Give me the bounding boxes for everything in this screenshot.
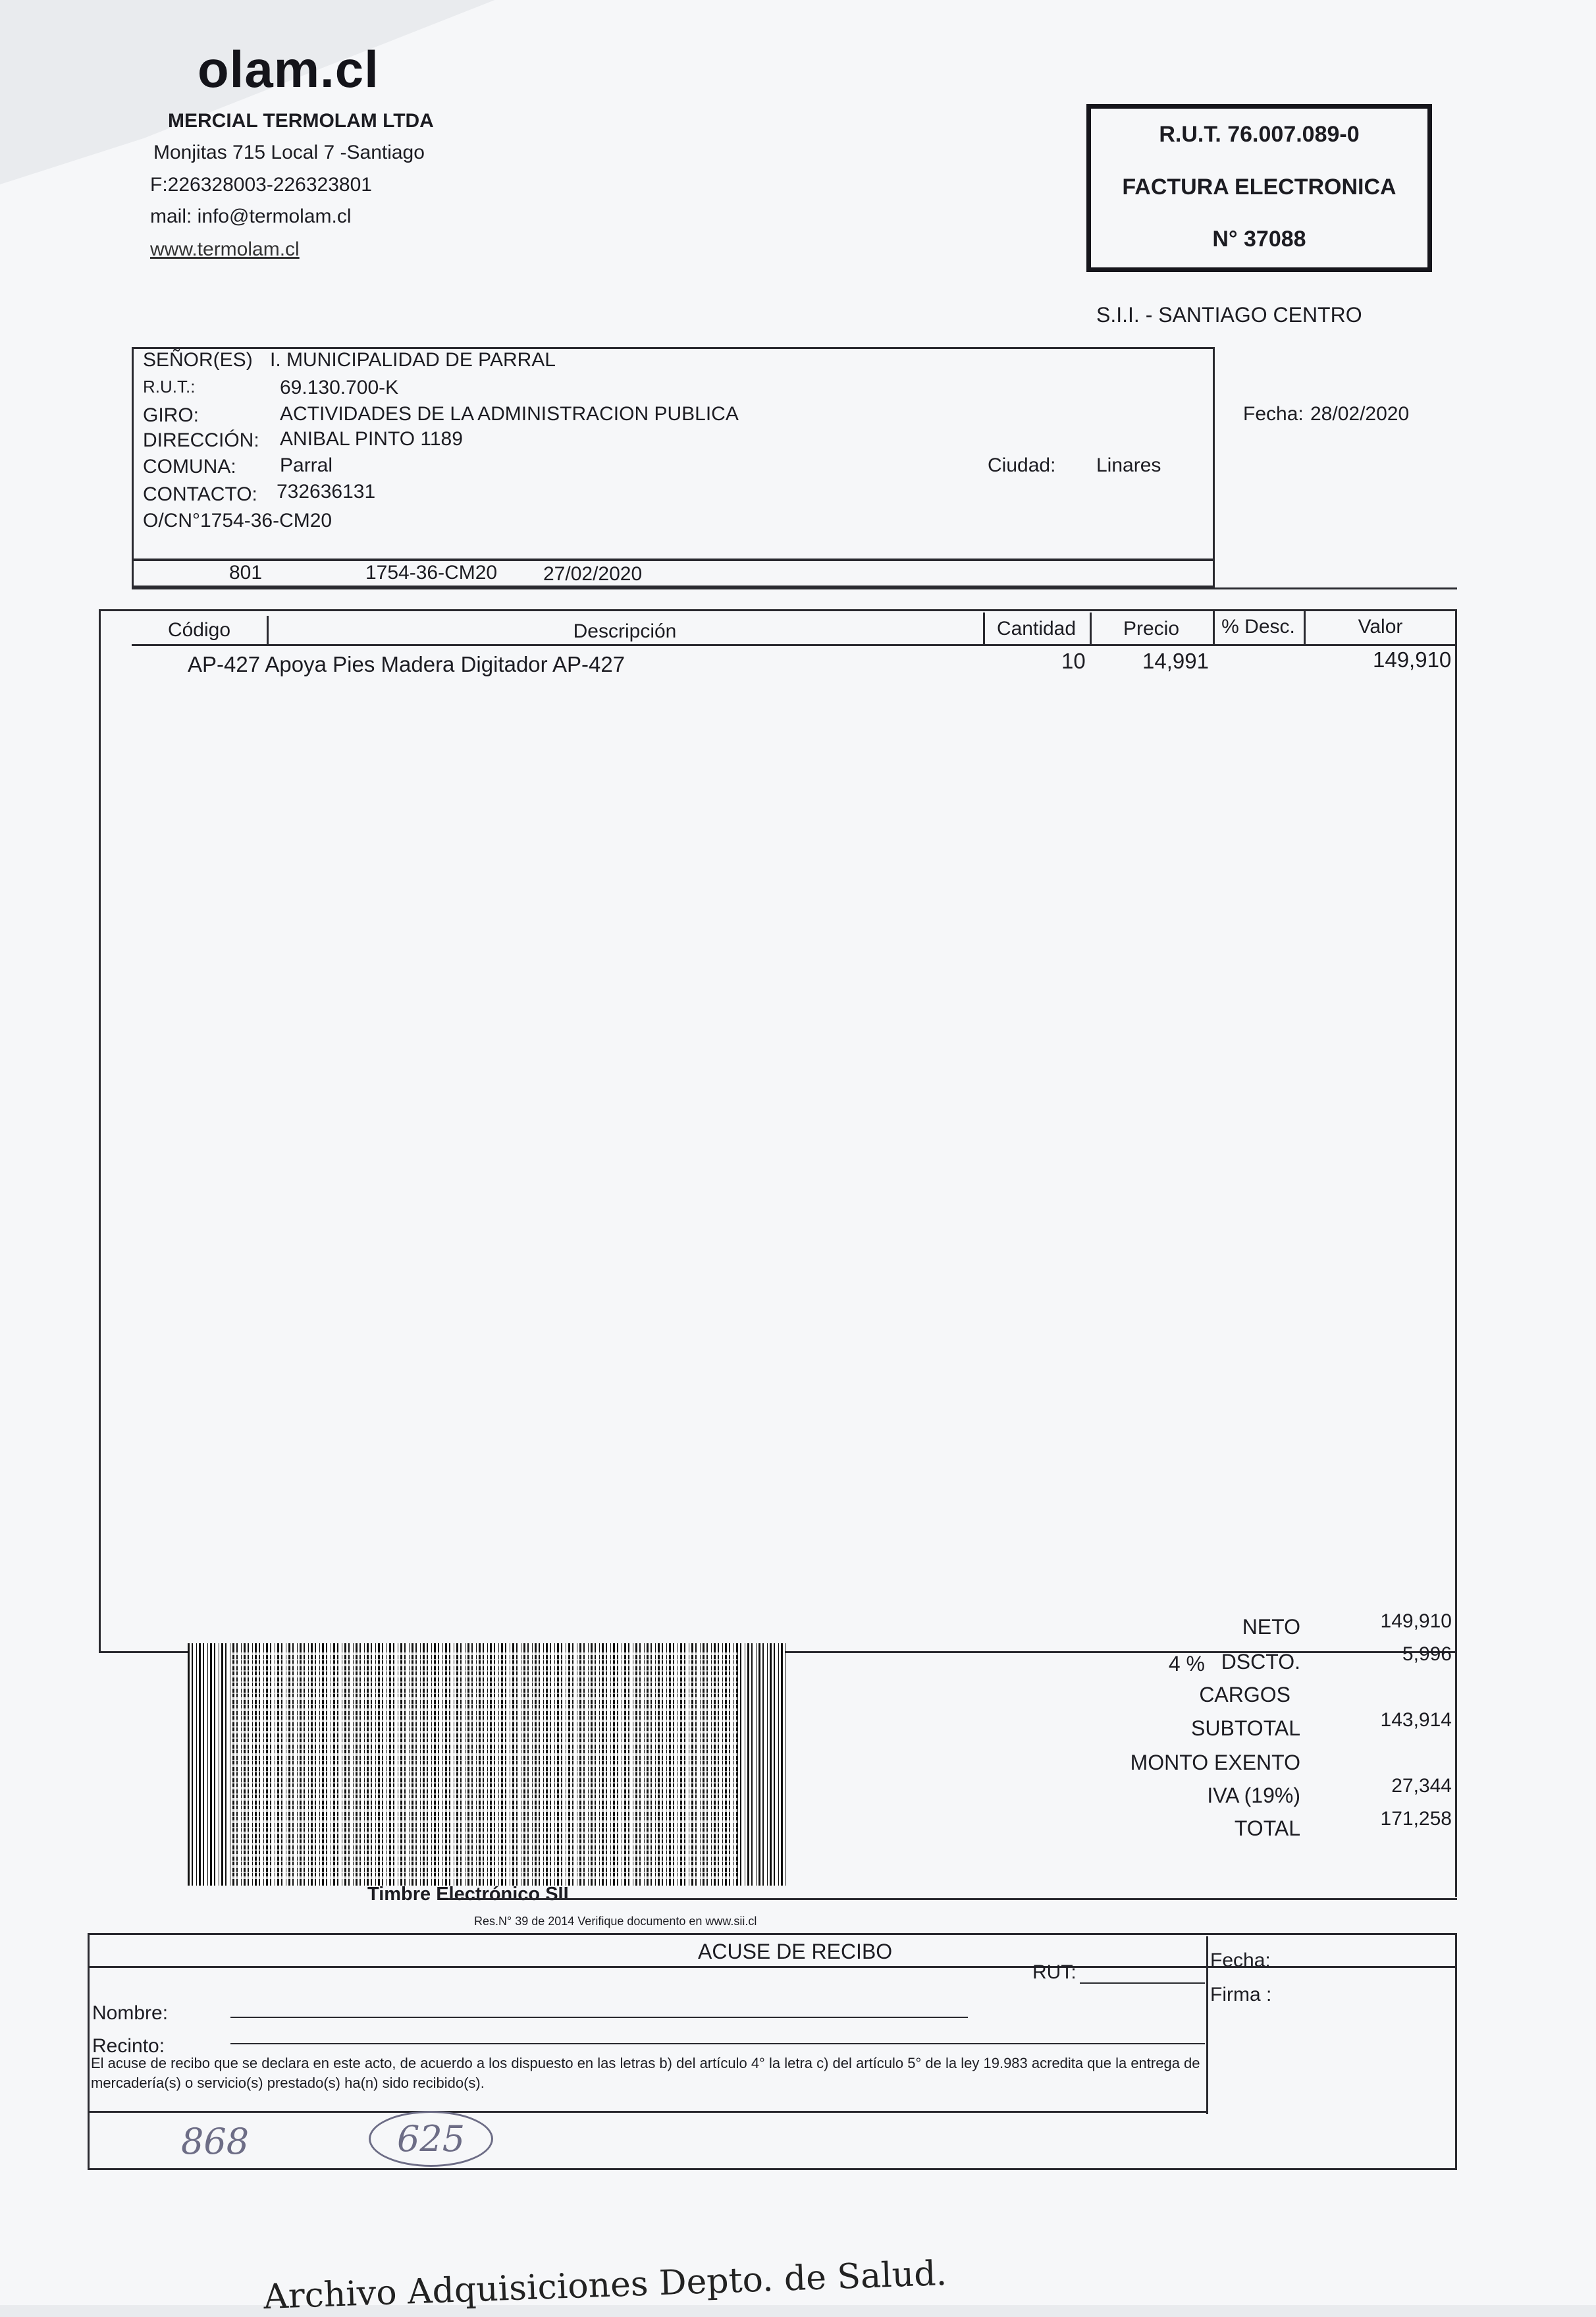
ciudad-label: Ciudad:	[988, 454, 1056, 476]
issuer-phones: F:226328003-226323801	[150, 174, 372, 196]
handwritten-note: 868	[181, 2121, 250, 2162]
items-table	[99, 609, 1457, 1653]
senores-label: SEÑOR(ES)	[143, 349, 253, 371]
document-type-box	[1086, 104, 1432, 272]
stamp-title: Timbre Electrónico SII	[367, 1884, 569, 1905]
dscto-percent: 4 %	[1168, 1652, 1205, 1676]
subtotal-label: SUBTOTAL	[1191, 1716, 1300, 1740]
purchase-order: O/CN°1754-36-CM20	[143, 510, 332, 532]
issuer-name: MERCIAL TERMOLAM LTDA	[168, 110, 434, 132]
company-logo: olam.cl	[198, 40, 379, 98]
reference-code: 801	[229, 562, 263, 584]
receipt-fecha-label: Fecha:	[1210, 1949, 1271, 1971]
contacto-value: 732636131	[277, 481, 376, 503]
exento-label: MONTO EXENTO	[1130, 1751, 1300, 1774]
item-code-description: AP-427 Apoya Pies Madera Digitador AP-427	[188, 652, 625, 676]
reference-folio: 1754-36-CM20	[365, 562, 498, 584]
subtotal-value: 143,914	[1380, 1709, 1452, 1731]
col-precio: Precio	[1123, 618, 1180, 640]
item-price: 14,991	[1142, 649, 1209, 673]
cargos-label: CARGOS	[1199, 1683, 1290, 1706]
direccion-value: ANIBAL PINTO 1189	[280, 428, 463, 450]
item-quantity: 10	[1061, 649, 1086, 673]
col-valor: Valor	[1358, 616, 1403, 638]
sii-office: S.I.I. - SANTIAGO CENTRO	[1096, 303, 1362, 327]
receipt-recinto-label: Recinto:	[92, 2035, 165, 2057]
document-number: N° 37088	[1212, 227, 1306, 252]
reference-row	[132, 559, 1215, 587]
fecha-value: 28/02/2020	[1310, 403, 1410, 425]
pdf417-barcode	[188, 1643, 785, 1886]
issuer-address: Monjitas 715 Local 7 -Santiago	[153, 142, 425, 163]
total-label: TOTAL	[1234, 1816, 1300, 1840]
item-value: 149,910	[1373, 647, 1452, 672]
giro-value: ACTIVIDADES DE LA ADMINISTRACION PUBLICA	[280, 403, 739, 425]
comuna-value: Parral	[280, 454, 333, 476]
receipt-rut-label: RUT:	[1032, 1961, 1077, 1983]
comuna-label: COMUNA:	[143, 456, 236, 477]
direccion-label: DIRECCIÓN:	[143, 429, 259, 451]
receipt-title: ACUSE DE RECIBO	[698, 1940, 893, 1963]
rut-label: R.U.T.:	[143, 377, 196, 396]
stamp-resolution: Res.N° 39 de 2014 Verifique documento en www.sii.cl	[474, 1915, 757, 1928]
neto-value: 149,910	[1380, 1610, 1452, 1632]
ciudad-value: Linares	[1096, 454, 1161, 476]
col-desc: % Desc.	[1221, 616, 1295, 638]
archive-stamp: Archivo Adquisiciones Depto. de Salud.	[263, 2253, 947, 2317]
issuer-website: www.termolam.cl	[150, 238, 300, 260]
receipt-nombre-label: Nombre:	[92, 2002, 169, 2024]
iva-label: IVA (19%)	[1207, 1784, 1300, 1807]
col-cantidad: Cantidad	[996, 618, 1077, 640]
document-type: FACTURA ELECTRONICA	[1122, 174, 1396, 200]
receipt-legal-text: El acuse de recibo que se declara en este acto, de acuerdo a los dispuesto en las letras b) del artículo 4° la letra c) del artículo 5° de la ley 19.983 acredita que la entrega de mercadería(s) o servicio(s) prestado(s) ha(n) sido recibido(s).	[91, 2055, 1200, 2091]
giro-label: GIRO:	[143, 404, 200, 426]
col-descripcion: Descripción	[573, 620, 677, 642]
issuer-mail: mail: info@termolam.cl	[150, 205, 352, 227]
iva-value: 27,344	[1391, 1775, 1452, 1797]
total-value: 171,258	[1380, 1808, 1452, 1830]
reference-date: 27/02/2020	[543, 563, 643, 585]
dscto-value: 5,996	[1402, 1643, 1452, 1665]
rut-value: 69.130.700-K	[280, 377, 399, 398]
neto-label: NETO	[1242, 1615, 1300, 1639]
dscto-label: DSCTO.	[1221, 1650, 1300, 1674]
col-codigo: Código	[167, 619, 231, 641]
senores-value: I. MUNICIPALIDAD DE PARRAL	[270, 349, 556, 371]
handwritten-circled-number: 625	[369, 2111, 493, 2167]
contacto-label: CONTACTO:	[143, 483, 257, 505]
issuer-rut: R.U.T. 76.007.089-0	[1159, 122, 1360, 148]
receipt-firma-label: Firma :	[1210, 1984, 1272, 2005]
fecha-label: Fecha:	[1243, 403, 1304, 425]
